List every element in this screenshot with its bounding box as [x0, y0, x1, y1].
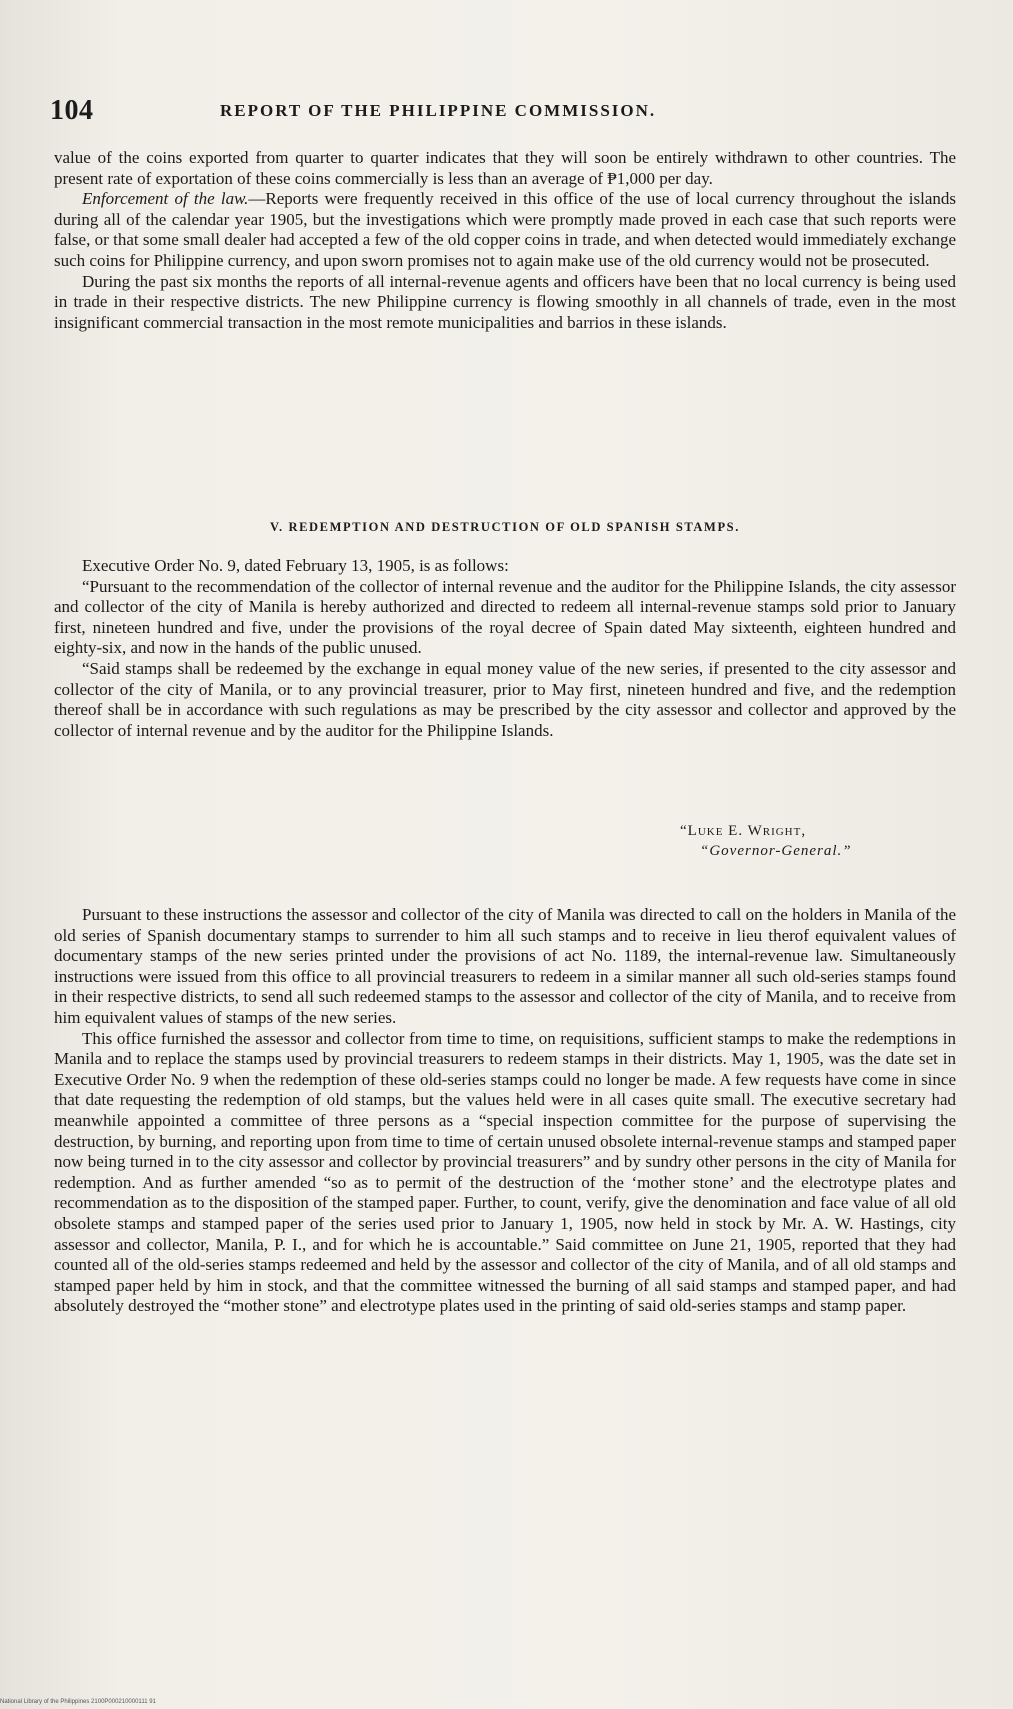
- section-heading: V. REDEMPTION AND DESTRUCTION OF OLD SPANISH STAMPS.: [270, 520, 740, 534]
- paragraph-enforcement: Enforcement of the law.—Reports were frequently received in this office of the use of local currency throughout the islands during all of the calendar year 1905, but the investigations which were promptly made proved in each case that such reports were false, or that some small dealer had accepted a few of the old copper coins in trade, and when detected would immediately exchange such coins for Philippine currency, and upon sworn promises not to again make use of the old currency would not be prosecuted.: [54, 189, 956, 270]
- text-block-executive-order: [54, 556, 956, 741]
- page-number: 104: [50, 95, 94, 126]
- signature-title: “Governor-General.”: [700, 843, 852, 859]
- signature-name: “Luke E. Wright,: [680, 823, 807, 839]
- paragraph: “Pursuant to the recommendation of the collector of internal revenue and the auditor for the Philippine Islands, the city assessor and collector of the city of Manila is hereby authorized and directed to redeem all internal-revenue stamps sold prior to January first, nineteen hundred and five, under the provisions of the royal decree of Spain dated May sixteenth, eighteen hundred and eighty-six, and now in the hands of the public unused.: [54, 576, 956, 658]
- scan-footer: National Library of the Philippines 2100P000210000111 91: [0, 1699, 156, 1705]
- running-title: REPORT OF THE PHILIPPINE COMMISSION.: [220, 101, 657, 120]
- text-block-currency: [54, 148, 956, 333]
- paragraph-heading: Enforcement of the law.: [82, 189, 249, 209]
- page-header: [50, 95, 950, 135]
- text-block-redemption: [54, 905, 956, 1317]
- paragraph: Executive Order No. 9, dated February 13, 1905, is as follows:: [82, 556, 509, 575]
- paragraph: Pursuant to these instructions the assessor and collector of the city of Manila was directed to call on the holders in Manila of the old series of Spanish documentary stamps to surrender to him all such stamps and to receive in lieu therof equivalent values of documentary stamps of the new series printed under the provisions of act No. 1189, the internal-revenue law. Simultaneously instructions were issued from this office to all provincial treasurers to redeem in a similar manner all such old-series stamps found in their respective districts, to send all such redeemed stamps to the assessor and collector of the city of Manila, and to receive from him equivalent values of stamps of the new series.: [54, 905, 956, 1027]
- paragraph: value of the coins exported from quarter to quarter indicates that they will soon be entirely withdrawn to other countries. The present rate of exportation of these coins commercially is less than an average of ₱1,000 per day.: [54, 148, 956, 188]
- paragraph: During the past six months the reports of all internal-revenue agents and officers have been that no local currency is being used in trade in their respective districts. The new Philippine currency is flowing smoothly in all channels of trade, even in the most insignificant commercial transaction in the most remote municipalities and barrios in these islands.: [54, 271, 956, 332]
- paragraph: “Said stamps shall be redeemed by the exchange in equal money value of the new series, if presented to the city assessor and collector of the city of Manila, or to any provincial treasurer, prior to May first, nineteen hundred and five, and the redemption thereof shall be in accordance with such regulations as may be prescribed by the city assessor and collector and approved by the collector of internal revenue and by the auditor for the Philippine Islands.: [54, 658, 956, 740]
- paragraph: This office furnished the assessor and collector from time to time, on requisitions, sufficient stamps to make the redemptions in Manila and to replace the stamps used by provincial treasurers to redeem stamps in their districts. May 1, 1905, was the date set in Executive Order No. 9 when the redemption of these old-series stamps could no longer be made. A few requests have come in since that date requesting the redemption of old stamps, but the values held were in all cases quite small. The executive secretary had meanwhile appointed a committee of three persons as a “special inspection committee for the purpose of supervising the destruction, by burning, and reporting upon from time to time of certain unused obsolete internal-revenue stamps and stamped paper now being turned in to the city assessor and collector by provincial treasurers” and by sundry other persons in the city of Manila for redemption. And as further amended “so as to permit of the destruction of the ‘mother stone’ and the electrotype plates and recommendation as to the disposition of the stamped paper. Further, to count, verify, give the denomination and face value of all old obsolete stamps and stamped paper of the series used prior to January 1, 1905, now held in stock by Mr. A. W. Hastings, city assessor and collector, Manila, P. I., and for which he is accountable.” Said committee on June 21, 1905, reported that they had counted all of the old-series stamps redeemed and held by the assessor and collector of the city of Manila, and of all old stamps and stamped paper held by him in stock, and that the committee witnessed the burning of all said stamps and stamped paper, and had absolutely destroyed the “mother stone” and electrotype plates used in the printing of said old-series stamps and stamp paper.: [54, 1028, 956, 1316]
- paragraph-body: Reports were frequently received in this office of the use of local currency throughout the islands during all of the calendar year 1905, but the investigations which were promptly made proved in each case that such reports were false, or that some small dealer had accepted a few of the old copper coins in trade, and when detected would immediately exchange such coins for Philippine currency, and upon sworn promises not to again make use of the old currency would not be prosecuted.: [54, 189, 956, 270]
